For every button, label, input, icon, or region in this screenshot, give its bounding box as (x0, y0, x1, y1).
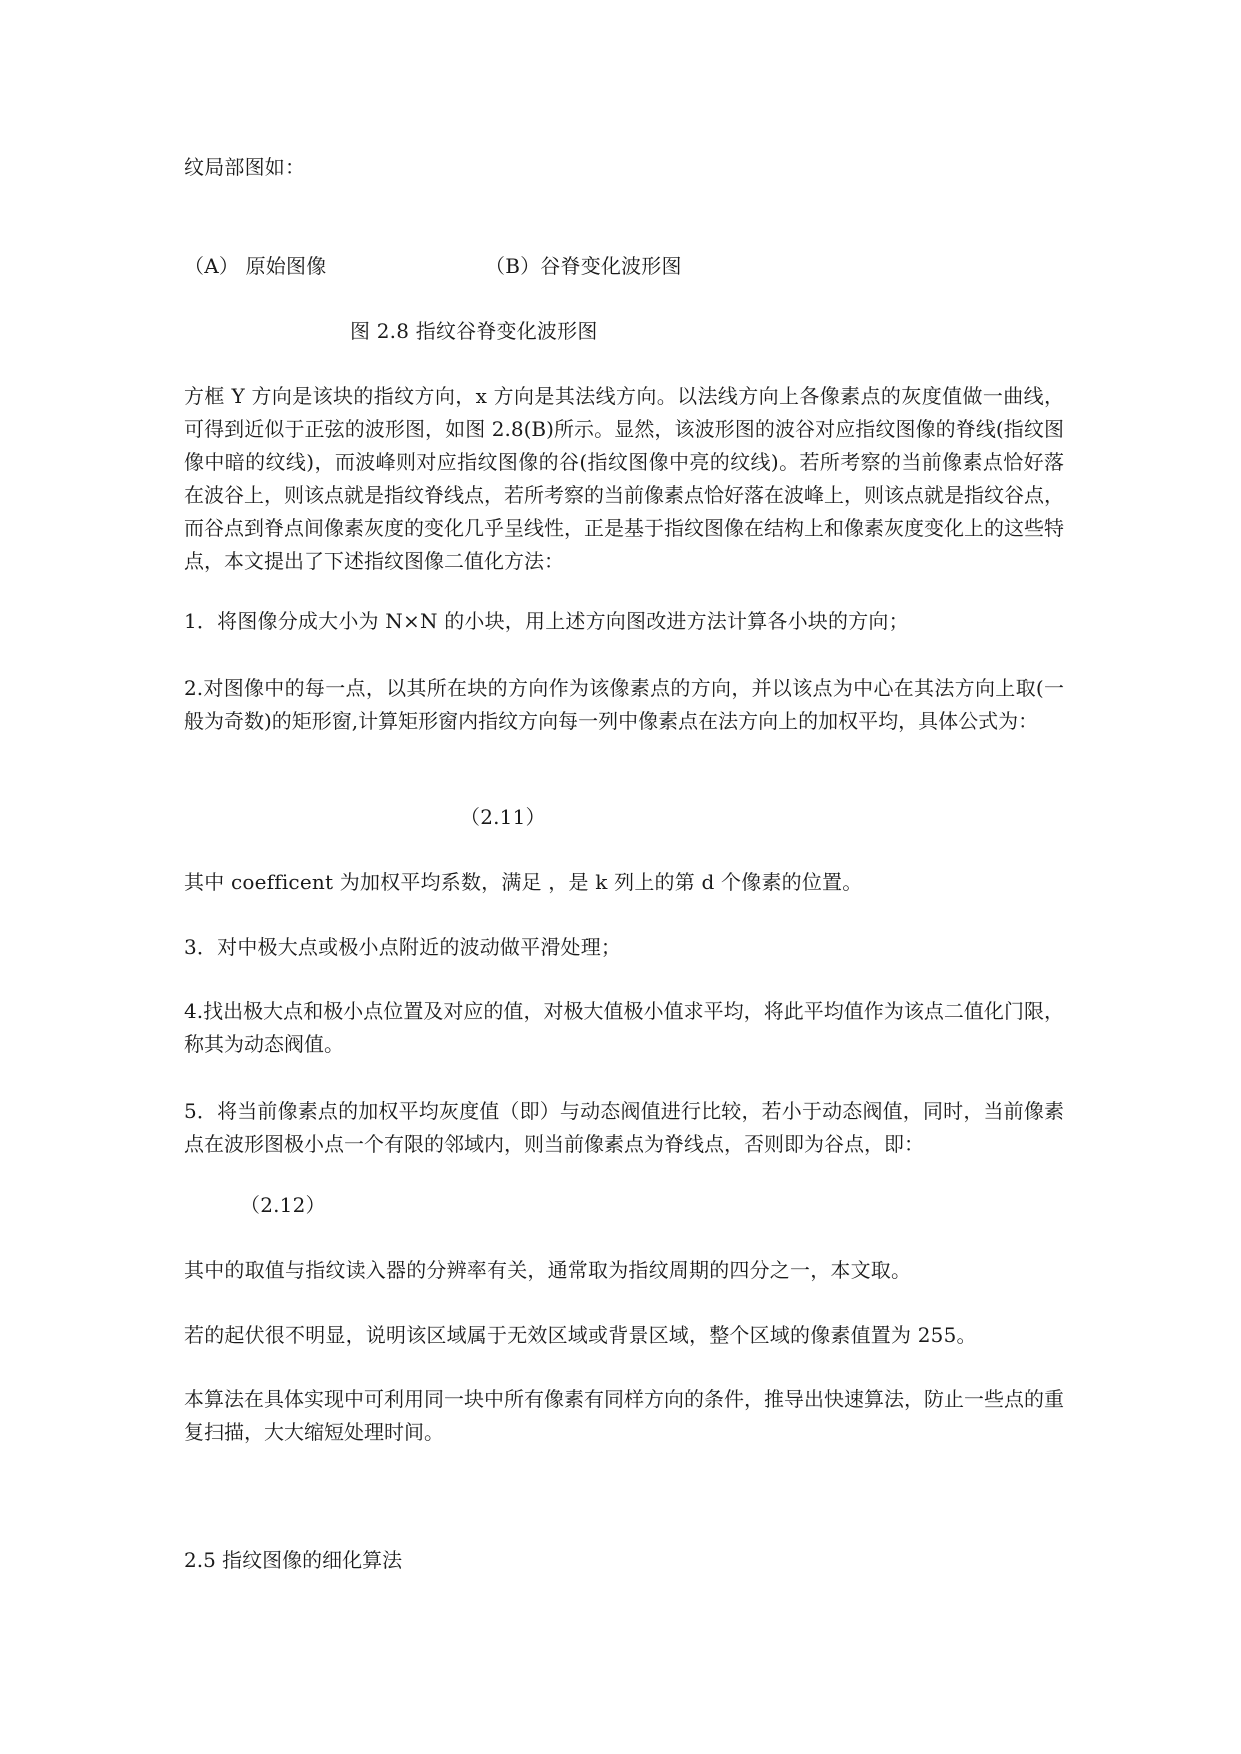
intro-line: 纹局部图如： (184, 155, 306, 179)
flat-region-note: 若的起伏很不明显，说明该区域属于无效区域或背景区域，整个区域的像素值置为 255。 (184, 1323, 977, 1347)
step-5: 5．将当前像素点的加权平均灰度值（即）与动态阀值进行比较，若小于动态阀值，同时，当前像素点在波形图极小点一个有限的邻域内，则当前像素点为脊线点，否则即为谷点，即： (184, 1099, 1064, 1156)
step-3: 3．对中极大点或极小点附近的波动做平滑处理； (184, 935, 622, 959)
body-paragraph-waveform: 方框 Y 方向是该块的指纹方向，x 方向是其法线方向。以法线方向上各像素点的灰度值做一曲线，可得到近似于正弦的波形图，如图 2.8(B)所示。显然，该波形图的波谷对应指纹图像的脊线(指纹图像中暗的纹线)，而波峰则对应指纹图像的谷(指纹图像中亮的纹线)。若所考察的当前像素点恰好落在波谷上，则该点就是指纹脊线点，若所考察的当前像素点恰好落在波峰上，则该点就是指纹谷点，而谷点到脊点间像素灰度的变化几乎呈线性，正是基于指纹图像在结构上和像素灰度变化上的这些特点，本文提出了下述指纹图像二值化方法： (184, 384, 1064, 573)
value-note: 其中的取值与指纹读入器的分辨率有关，通常取为指纹周期的四分之一，本文取。 (184, 1258, 912, 1282)
section-heading: 2.5 指纹图像的细化算法 (184, 1548, 403, 1572)
figure-title: 图 2.8 指纹谷脊变化波形图 (350, 319, 598, 343)
figure-caption-b: （B）谷脊变化波形图 (485, 254, 682, 278)
step-2: 2.对图像中的每一点，以其所在块的方向作为该像素点的方向，并以该点为中心在其法方向上取(一般为奇数)的矩形窗,计算矩形窗内指纹方向每一列中像素点在法方向上的加权平均，具体公式为： (184, 676, 1064, 733)
speedup-note: 本算法在具体实现中可利用同一块中所有像素有同样方向的条件，推导出快速算法，防止一些点的重复扫描，大大缩短处理时间。 (184, 1387, 1064, 1444)
equation-number-2-11: （2.11） (460, 805, 546, 829)
coefficient-note: 其中 coefficent 为加权平均系数，满足 ，是 k 列上的第 d 个像素的位置。 (184, 870, 863, 894)
step-4: 4.找出极大点和极小点位置及对应的值，对极大值极小值求平均，将此平均值作为该点二值化门限，称其为动态阀值。 (184, 999, 1064, 1056)
equation-number-2-12: （2.12） (240, 1193, 326, 1217)
step-1: 1．将图像分成大小为 N×N 的小块，用上述方向图改进方法计算各小块的方向； (184, 609, 909, 633)
figure-caption-a: （A） 原始图像 (184, 254, 327, 278)
